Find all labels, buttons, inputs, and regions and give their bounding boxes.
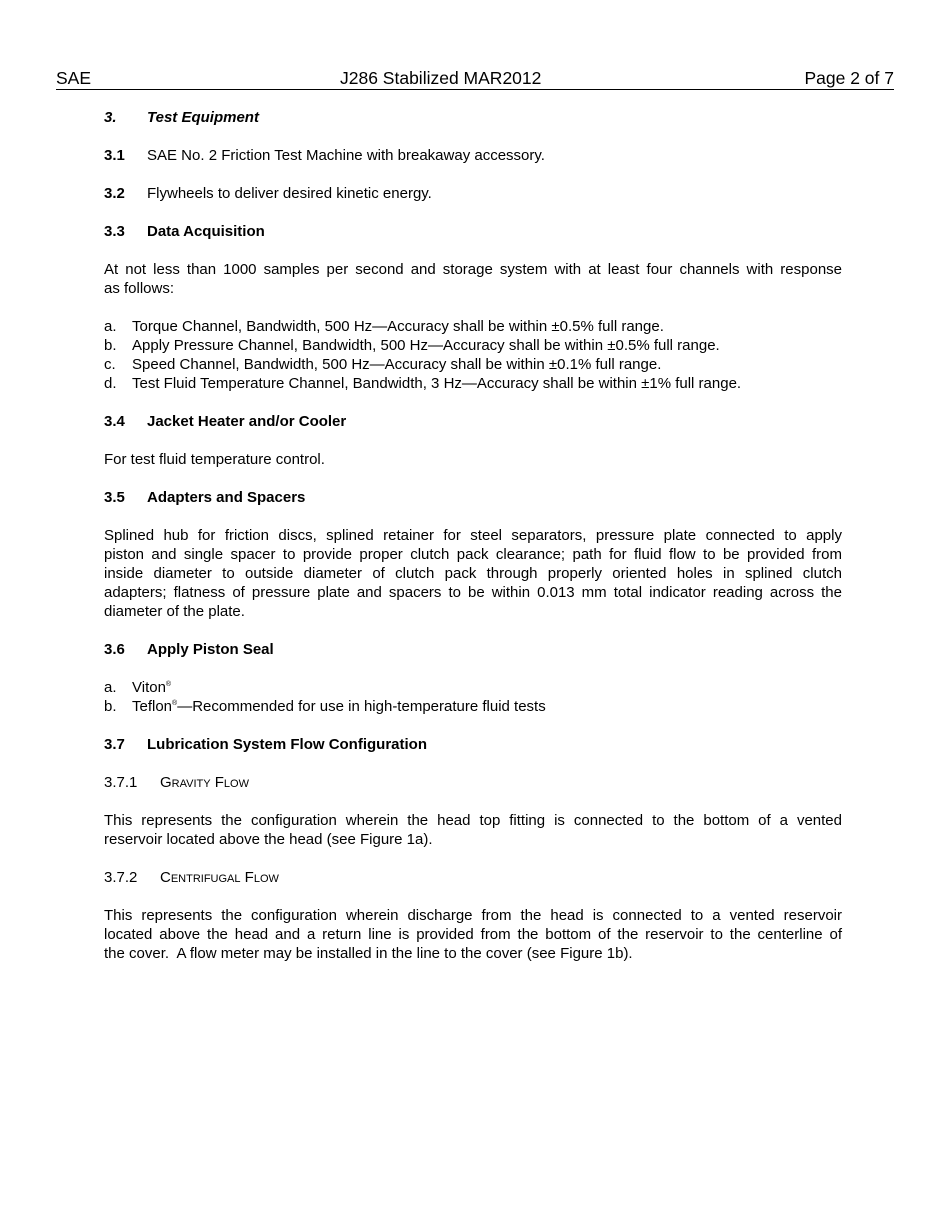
section-number: 3.5	[104, 489, 125, 506]
section-heading-3-3	[104, 222, 842, 241]
header-org: SAE	[56, 68, 92, 88]
paragraph-centrifugal-flow	[104, 906, 842, 963]
paragraph-line: reservoir located above the head (see Figure 1a).	[104, 831, 433, 848]
section-title: Adapters and Spacers	[147, 489, 306, 506]
paragraph-line: This represents the configuration wherein the head top fitting is connected to the bottom of a vented	[104, 812, 842, 829]
list-text: Teflon	[132, 698, 173, 715]
list-text: Speed Channel, Bandwidth, 500 Hz—Accuracy shall be within ±0.1% full range.	[132, 356, 662, 373]
registered-mark: ®	[165, 681, 172, 688]
subsection-heading-3-7-1	[104, 773, 842, 792]
section-title: Jacket Heater and/or Cooler	[147, 413, 347, 430]
header-document-id: J286 Stabilized MAR2012	[340, 68, 542, 88]
paragraph-jacket-heater: For test fluid temperature control.	[104, 451, 325, 468]
list-letter: a.	[104, 318, 117, 335]
paragraph-gravity-flow	[104, 811, 842, 849]
list-text: Apply Pressure Channel, Bandwidth, 500 Hz—Accuracy shall be within ±0.5% full range.	[132, 337, 720, 354]
section-heading-3-5	[104, 488, 842, 507]
subsection-number: 3.7.1	[104, 774, 138, 791]
section-number: 3.4	[104, 413, 125, 430]
list-item	[104, 374, 842, 393]
section-title: Data Acquisition	[147, 223, 265, 240]
section-number: 3.2	[104, 185, 125, 202]
subsection-heading-3-7-2	[104, 868, 842, 887]
section-3-2	[104, 184, 842, 203]
list-item	[104, 678, 842, 697]
paragraph-line: This represents the configuration wherein discharge from the head is connected to a vented reservoir	[104, 907, 842, 924]
section-number: 3.1	[104, 147, 125, 164]
paragraph-line: Splined hub for friction discs, splined retainer for steel separators, pressure plate connected to apply	[104, 527, 842, 544]
paragraph-line: as follows:	[104, 280, 175, 297]
section-number: 3.6	[104, 641, 125, 658]
page-body	[104, 108, 842, 963]
channel-list	[104, 317, 842, 393]
section-heading-3-4	[104, 412, 842, 431]
paragraph-line: inside diameter to outside diameter of clutch pack through properly oriented holes in splined clutch	[104, 565, 842, 582]
list-text: Viton	[132, 679, 166, 696]
paragraph-line: diameter of the plate.	[104, 603, 245, 620]
section-3-1	[104, 146, 842, 165]
paragraph-line: At not less than 1000 samples per second and storage system with at least four channels with response	[104, 261, 842, 278]
list-item	[104, 336, 842, 355]
section-heading-3-7	[104, 735, 842, 754]
seal-list	[104, 678, 842, 716]
section-title: Test Equipment	[147, 109, 259, 126]
list-text: Torque Channel, Bandwidth, 500 Hz—Accuracy shall be within ±0.5% full range.	[132, 318, 664, 335]
section-title: Apply Piston Seal	[147, 641, 274, 658]
paragraph-line: piston and single spacer to provide proper clutch pack clearance; path for fluid flow to be provided from	[104, 546, 842, 563]
list-letter: a.	[104, 679, 117, 696]
list-item	[104, 355, 842, 374]
list-letter: b.	[104, 698, 117, 715]
page-header	[56, 68, 894, 90]
paragraph-line: the cover. A flow meter may be installed in the line to the cover (see Figure 1b).	[104, 945, 633, 962]
section-number: 3.3	[104, 223, 125, 240]
list-letter: d.	[104, 375, 117, 392]
list-text-rest: —Recommended for use in high-temperature fluid tests	[177, 698, 546, 715]
section-text: SAE No. 2 Friction Test Machine with breakaway accessory.	[147, 147, 545, 164]
header-page-number: Page 2 of 7	[804, 68, 894, 88]
section-number: 3.	[104, 109, 117, 126]
subsection-number: 3.7.2	[104, 869, 138, 886]
paragraph-line: adapters; flatness of pressure plate and spacers to be within 0.013 mm total indicator reading across the	[104, 584, 842, 601]
paragraph-line: located above the head and a return line is provided from the bottom of the reservoir to the centerline of	[104, 926, 842, 943]
section-heading-3	[104, 108, 842, 127]
subsection-title: Centrifugal Flow	[160, 869, 279, 886]
section-title: Lubrication System Flow Configuration	[147, 736, 428, 753]
paragraph-adapters-spacers	[104, 526, 842, 621]
section-text: Flywheels to deliver desired kinetic energy.	[147, 185, 432, 202]
registered-mark: ®	[172, 700, 178, 707]
section-number: 3.7	[104, 736, 125, 753]
list-letter: b.	[104, 337, 117, 354]
list-text: Test Fluid Temperature Channel, Bandwidth, 3 Hz—Accuracy shall be within ±1% full range.	[132, 375, 742, 392]
list-letter: c.	[104, 356, 116, 373]
subsection-title: Gravity Flow	[160, 774, 249, 791]
paragraph-data-acquisition	[104, 260, 842, 298]
list-item	[104, 317, 842, 336]
section-heading-3-6	[104, 640, 842, 659]
list-item	[104, 697, 842, 716]
